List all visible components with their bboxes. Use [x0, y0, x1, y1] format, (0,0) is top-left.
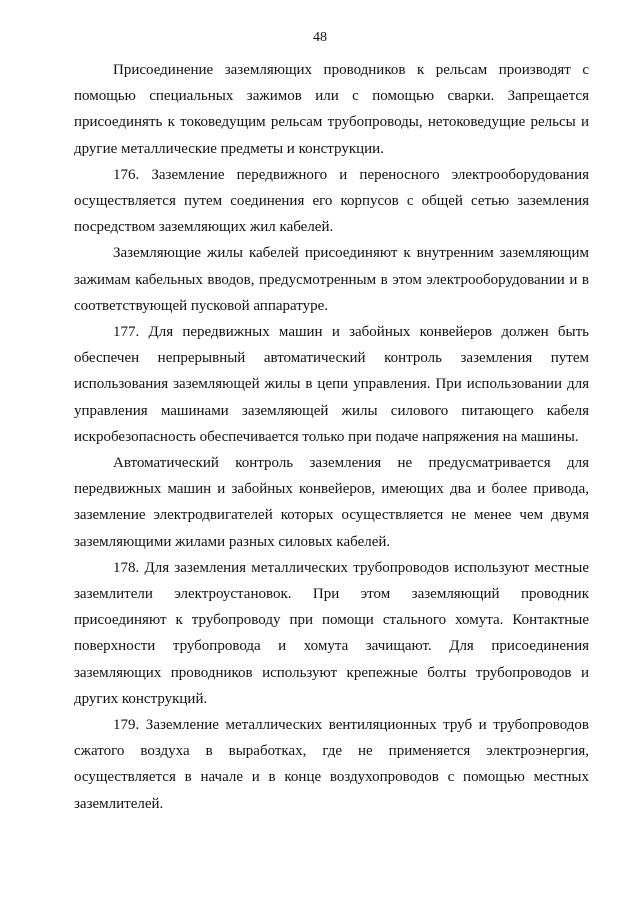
paragraph-177: 177. Для передвижных машин и забойных конвейеров должен быть обеспечен непрерывный автоматический контроль заземления путем использования заземляющей жилы в цепи управления. При использовании для управления машинами заземляющей жилы силового питающего кабеля искробезопасность обеспечивается только при подаче напряжения на машины.: [74, 324, 589, 445]
paragraph-automatic-control: Автоматический контроль заземления не предусматривается для передвижных машин и забойных конвейеров, имеющих два и более привода, заземление электродвигателей которых осуществляется не менее чем двумя заземляющими жилами разных силовых кабелей.: [74, 455, 589, 550]
document-body: [74, 57, 589, 817]
page-number: 48: [313, 30, 327, 45]
paragraph-grounding-rails: Присоединение заземляющих проводников к рельсам производят с помощью специальных зажимов или с помощью сварки. Запрещается присоединять к токоведущим рельсам трубопроводы, нетоковедущие рельсы и другие металлические предметы и конструкции.: [74, 62, 589, 157]
paragraph-178: 178. Для заземления металлических трубопроводов используют местные заземлители электроустановок. При этом заземляющий проводник присоединяют к трубопроводу при помощи стального хомута. Контактные поверхности трубопровода и хомута зачищают. Для присоединения заземляющих проводников используют крепежные болты трубопроводов и других конструкций.: [74, 559, 589, 707]
paragraph-176: 176. Заземление передвижного и переносного электрооборудования осуществляется путем соединения его корпусов с общей сетью заземления посредством заземляющих жил кабелей.: [74, 166, 589, 236]
paragraph-179: 179. Заземление металлических вентиляционных труб и трубопроводов сжатого воздуха в выработках, где не применяется электроэнергия, осуществляется в начале и в конце воздухопроводов с помощью местных заземлителей.: [74, 717, 589, 812]
paragraph-grounding-cores: Заземляющие жилы кабелей присоединяют к внутренним заземляющим зажимам кабельных вводов, предусмотренным в этом электрооборудовании и в соответствующей пусковой аппаратуре.: [74, 245, 589, 314]
